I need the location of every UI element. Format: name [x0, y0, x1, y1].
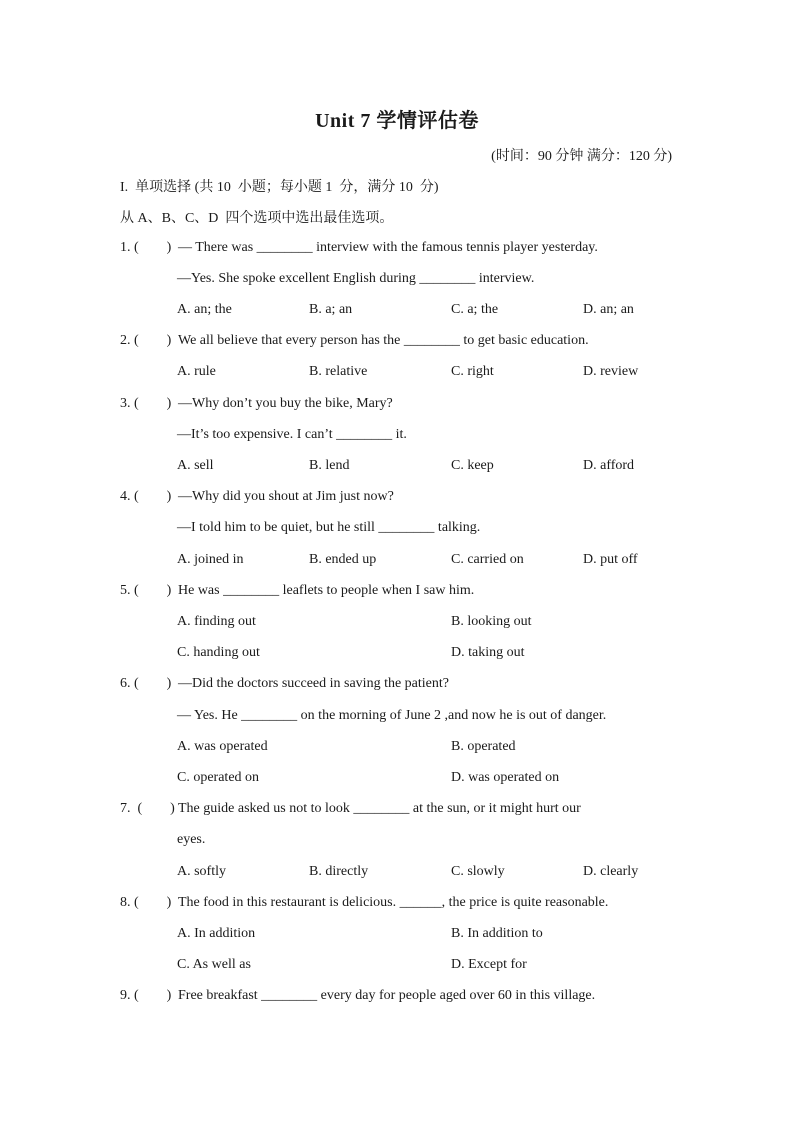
option-b[interactable]: B. lend	[309, 458, 350, 473]
question-text: — There was ________ interview with the famous tennis player yesterday.	[178, 240, 598, 255]
question-number: 7. ( )	[120, 801, 175, 816]
option-d[interactable]: D. review	[583, 364, 639, 379]
option-a[interactable]: A. In addition	[177, 926, 256, 941]
question-continuation: —It’s too expensive. I can’t ________ it.	[177, 427, 407, 442]
question-text: The food in this restaurant is delicious. ______, the price is quite reasonable.	[178, 895, 609, 910]
question-number: 1. ( )	[120, 240, 172, 255]
exam-meta: (时间：90 分钟 满分：120 分)	[491, 149, 672, 164]
option-c[interactable]: C. carried on	[451, 552, 524, 567]
question-number: 8. ( )	[120, 895, 172, 910]
option-c[interactable]: C. handing out	[177, 645, 260, 660]
question-continuation: — Yes. He ________ on the morning of June 2 ,and now he is out of danger.	[177, 708, 607, 723]
question-continuation: eyes.	[177, 832, 206, 847]
question-text: The guide asked us not to look ________ at the sun, or it might hurt our	[178, 801, 581, 816]
option-a[interactable]: A. joined in	[177, 552, 244, 567]
question-text: Free breakfast ________ every day for people aged over 60 in this village.	[178, 988, 596, 1003]
option-c[interactable]: C. slowly	[451, 864, 505, 879]
option-b[interactable]: B. In addition to	[451, 926, 543, 941]
option-c[interactable]: C. operated on	[177, 770, 260, 785]
option-d[interactable]: D. was operated on	[451, 770, 560, 785]
option-b[interactable]: B. operated	[451, 739, 516, 754]
option-a[interactable]: A. rule	[177, 364, 216, 379]
option-c[interactable]: C. keep	[451, 458, 494, 473]
option-b[interactable]: B. directly	[309, 864, 369, 879]
section-instruction: 从 A、B、C、D 四个选项中选出最佳选项。	[120, 211, 394, 226]
question-text: We all believe that every person has the ________ to get basic education.	[178, 333, 589, 348]
question-continuation: —Yes. She spoke excellent English during ________ interview.	[177, 271, 535, 286]
question-continuation: —I told him to be quiet, but he still ________ talking.	[177, 520, 481, 535]
option-a[interactable]: A. an; the	[177, 302, 232, 317]
question-text: —Why don’t you buy the bike, Mary?	[178, 396, 393, 411]
option-d[interactable]: D. taking out	[451, 645, 525, 660]
question-number: 5. ( )	[120, 583, 172, 598]
option-d[interactable]: D. Except for	[451, 957, 527, 972]
option-c[interactable]: C. As well as	[177, 957, 251, 972]
question-number: 6. ( )	[120, 676, 172, 691]
option-b[interactable]: B. ended up	[309, 552, 377, 567]
option-d[interactable]: D. put off	[583, 552, 638, 567]
page-title: Unit 7 学情评估卷	[315, 110, 479, 132]
section-heading: I. 单项选择 (共 10 小题；每小题 1 分，满分 10 分)	[120, 180, 439, 195]
question-text: —Why did you shout at Jim just now?	[178, 489, 394, 504]
option-c[interactable]: C. right	[451, 364, 494, 379]
question-text: He was ________ leaflets to people when I saw him.	[178, 583, 475, 598]
option-c[interactable]: C. a; the	[451, 302, 499, 317]
option-d[interactable]: D. afford	[583, 458, 635, 473]
question-text: —Did the doctors succeed in saving the patient?	[178, 676, 449, 691]
option-a[interactable]: A. sell	[177, 458, 214, 473]
option-a[interactable]: A. finding out	[177, 614, 256, 629]
option-a[interactable]: A. softly	[177, 864, 226, 879]
question-number: 3. ( )	[120, 396, 172, 411]
option-b[interactable]: B. a; an	[309, 302, 353, 317]
question-number: 4. ( )	[120, 489, 172, 504]
option-a[interactable]: A. was operated	[177, 739, 268, 754]
option-d[interactable]: D. clearly	[583, 864, 639, 879]
option-b[interactable]: B. relative	[309, 364, 368, 379]
question-number: 9. ( )	[120, 988, 172, 1003]
question-number: 2. ( )	[120, 333, 172, 348]
option-b[interactable]: B. looking out	[451, 614, 532, 629]
option-d[interactable]: D. an; an	[583, 302, 634, 317]
